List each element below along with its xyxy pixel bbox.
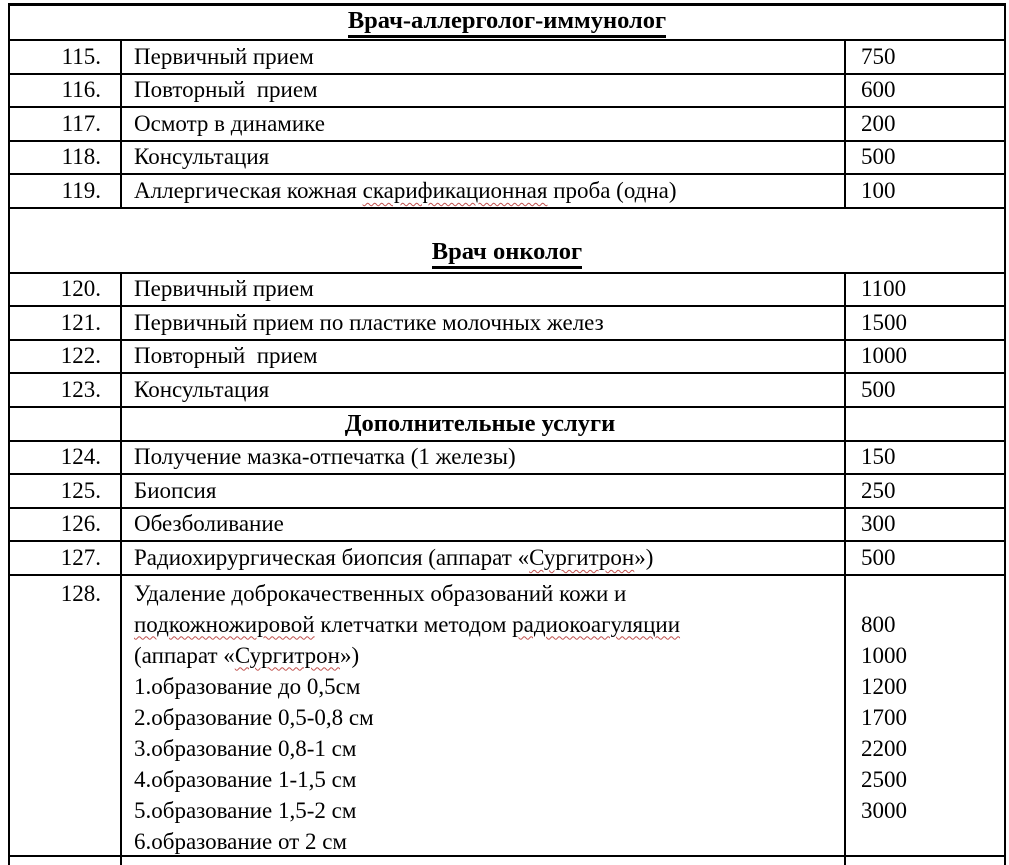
price-line: 2200 bbox=[861, 735, 907, 761]
table-row bbox=[10, 442, 1004, 476]
service-name-cell: Консультация bbox=[120, 142, 844, 174]
price-cell: 150 bbox=[844, 442, 1004, 474]
service-name-cell: Первичный прием bbox=[120, 41, 844, 73]
table-row bbox=[10, 75, 1004, 109]
row-number-cell: 118. bbox=[61, 144, 101, 170]
service-name-cell: Обезболивание bbox=[120, 509, 844, 541]
misspelled-word: радиокоагуляции bbox=[512, 611, 681, 637]
service-name-cell: Осмотр в динамике bbox=[120, 108, 844, 140]
row-number-cell: 117. bbox=[61, 110, 101, 136]
table-row-multiline bbox=[10, 576, 1004, 857]
service-line: 3.образование 0,8-1 см bbox=[134, 735, 357, 761]
service-name-cell: Первичный прием bbox=[120, 274, 844, 306]
row-number-cell: 126. bbox=[60, 511, 101, 537]
price-line: 1700 bbox=[861, 704, 907, 730]
price-cell: 1000 bbox=[844, 341, 1004, 373]
service-name-cell bbox=[120, 175, 844, 207]
section1-title: Врач-аллерголог-иммунолог bbox=[348, 7, 666, 38]
misspelled-word: Сургитрон bbox=[529, 544, 635, 570]
service-name-part: Аллергическая кожная bbox=[134, 177, 363, 203]
service-name-part: ») bbox=[339, 642, 360, 668]
price-cell: 750 bbox=[844, 41, 1004, 73]
service-line: 1.образование до 0,5см bbox=[134, 673, 361, 699]
table-row bbox=[10, 175, 1004, 209]
row-number-cell bbox=[10, 408, 120, 440]
service-line bbox=[134, 609, 680, 640]
service-name-cell: Повторный прием bbox=[120, 75, 844, 107]
table-row bbox=[10, 142, 1004, 176]
row-number-cell: 124. bbox=[60, 444, 101, 470]
service-line: Удаление доброкачественных образований кожи и bbox=[134, 580, 627, 606]
price-cell: 500 bbox=[844, 142, 1004, 174]
table-row bbox=[10, 307, 1004, 341]
price-line: 2500 bbox=[861, 766, 907, 792]
row-number-cell: 123. bbox=[60, 376, 101, 402]
table-row bbox=[10, 475, 1004, 509]
price-cell: 1500 bbox=[844, 307, 1004, 339]
price-cell bbox=[844, 408, 1004, 440]
misspelled-word: подкожножировой bbox=[134, 611, 315, 637]
table-row bbox=[10, 108, 1004, 142]
service-name-part: Радиохирургическая биопсия (аппарат « bbox=[134, 544, 530, 570]
price-cell: 500 bbox=[844, 542, 1004, 574]
service-name-cell: Первичный прием по пластике молочных желез bbox=[120, 307, 844, 339]
row-number-cell: 128. bbox=[60, 580, 101, 606]
row-number-cell: 116. bbox=[61, 77, 101, 103]
misspelled-word: Сургитрон bbox=[234, 642, 340, 668]
service-name-cell: Получение мазка-отпечатка (1 железы) bbox=[120, 442, 844, 474]
row-number-cell: 121. bbox=[60, 309, 101, 335]
subheader-title: Дополнительные услуги bbox=[344, 410, 616, 437]
service-name-part: клетчатки методом bbox=[314, 611, 513, 637]
service-name-cell: Консультация bbox=[120, 374, 844, 406]
service-line: 4.образование 1-1,5 см bbox=[134, 766, 357, 792]
price-line: 1000 bbox=[861, 642, 907, 668]
table-row bbox=[10, 341, 1004, 375]
price-cell: 300 bbox=[844, 509, 1004, 541]
price-line: 3000 bbox=[861, 797, 907, 823]
service-name-part: проба (одна) bbox=[547, 177, 677, 203]
table-row bbox=[10, 274, 1004, 308]
price-list-table bbox=[8, 3, 1006, 865]
section2-title-row bbox=[10, 209, 1004, 274]
service-name-cell: Повторный прием bbox=[120, 341, 844, 373]
service-line: 2.образование 0,5-0,8 см bbox=[134, 704, 374, 730]
service-name-cell: Биопсия bbox=[120, 475, 844, 507]
section1-title-row bbox=[10, 6, 1004, 41]
row-number-cell: 122. bbox=[60, 343, 101, 369]
row-number-cell: 120. bbox=[60, 276, 101, 302]
price-line: 800 bbox=[861, 611, 896, 637]
row-number-cell bbox=[10, 857, 120, 865]
service-name-part: (аппарат « bbox=[134, 642, 235, 668]
table-row bbox=[10, 374, 1004, 408]
partial-bottom-row bbox=[10, 857, 1004, 865]
table-row bbox=[10, 542, 1004, 576]
service-line: 6.образование от 2 см bbox=[134, 828, 347, 854]
row-number-cell: 125. bbox=[60, 477, 101, 503]
section2-title: Врач онколог bbox=[432, 238, 582, 269]
service-name-cell bbox=[120, 542, 844, 574]
table-row bbox=[10, 41, 1004, 75]
subheader-cell bbox=[120, 408, 844, 440]
service-line: 5.образование 1,5-2 см bbox=[134, 797, 357, 823]
price-cell: 250 bbox=[844, 475, 1004, 507]
service-line bbox=[134, 640, 359, 671]
service-name-part: ») bbox=[634, 544, 654, 570]
subheader-row bbox=[10, 408, 1004, 442]
price-cell: 1100 bbox=[844, 274, 1004, 306]
price-cell: 600 bbox=[844, 75, 1004, 107]
service-name-cell bbox=[120, 576, 844, 855]
row-number-cell: 119. bbox=[61, 177, 101, 203]
row-number-cell: 115. bbox=[61, 43, 101, 69]
service-name-cell bbox=[120, 857, 844, 865]
price-line: 1200 bbox=[861, 673, 907, 699]
price-cell: 100 bbox=[844, 175, 1004, 207]
row-number-cell: 127. bbox=[60, 544, 101, 570]
table-row bbox=[10, 509, 1004, 543]
price-cell bbox=[844, 857, 1004, 865]
misspelled-word: скарификационная bbox=[362, 177, 548, 203]
price-cell: 500 bbox=[844, 374, 1004, 406]
price-cell: 200 bbox=[844, 108, 1004, 140]
price-cell-multiline bbox=[844, 576, 1004, 855]
